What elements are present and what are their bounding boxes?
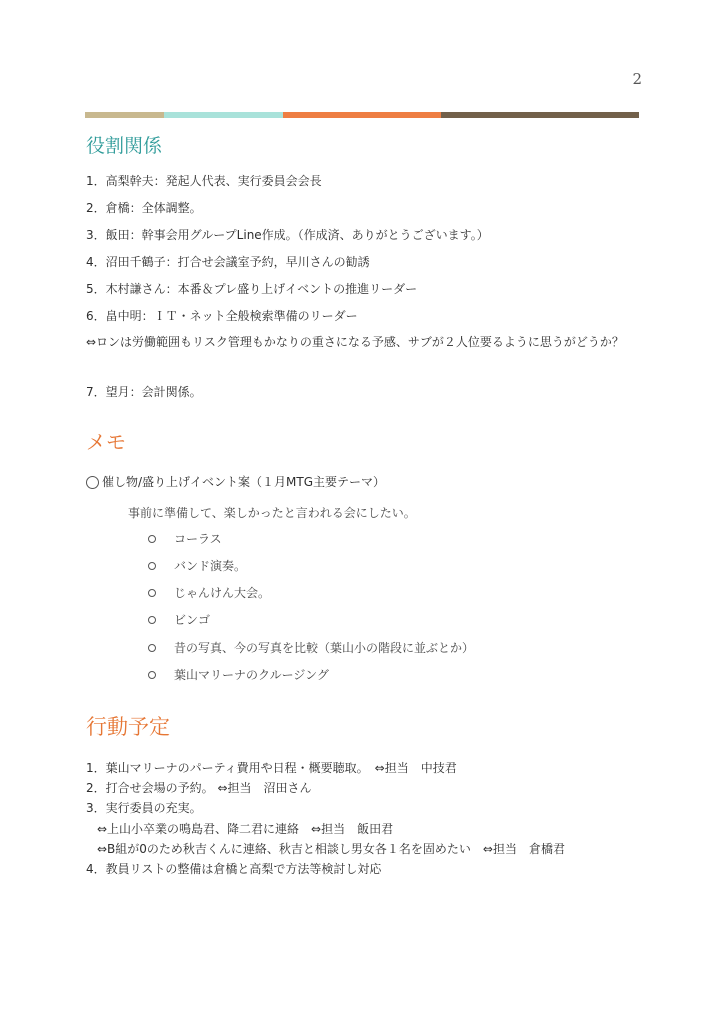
band-segment-orange xyxy=(283,112,441,118)
action-item: 4．教員リストの整備は倉橋と高梨で方法等検討し対応 xyxy=(86,862,382,876)
page-number: 2 xyxy=(632,70,642,88)
band-segment-mint xyxy=(164,112,283,118)
idea-text: バンド演奏。 xyxy=(174,559,247,573)
action-item: 2．打合せ会場の予約。 ⇔担当 沼田さん xyxy=(86,781,312,795)
idea-text: ビンゴ xyxy=(174,613,211,627)
role-item: 2．倉橋：全体調整。 xyxy=(86,201,202,215)
role-item: 3．飯田：幹事会用グループLine作成。（作成済、ありがとうございます。） xyxy=(86,228,489,242)
role-item: 1．高梨幹夫：発起人代表、実行委員会会長 xyxy=(86,174,322,188)
role-item: 6．畠中明：ＩＴ・ネット全般検索準備のリーダー xyxy=(86,309,358,323)
memo-topic xyxy=(86,474,385,490)
role-note: ⇔ロンは労働範囲もリスク管理もかなりの重さになる予感、サブが２人位要るように思うがどうか？ xyxy=(86,335,624,349)
role-item: 4．沼田千鶴子：打合せ会議室予約，早川さんの勧誘 xyxy=(86,255,370,269)
role-item: 7．望月：会計関係。 xyxy=(86,385,202,399)
memo-topic-text: 催し物/盛り上げイベント案（１月MTG主要テーマ） xyxy=(102,475,386,489)
action-item: 3．実行委員の充実。 xyxy=(86,801,202,815)
memo-intro: 事前に準備して、楽しかったと言われる会にしたい。 xyxy=(128,506,416,520)
memo-heading: メモ xyxy=(86,430,126,454)
circle-bullet-icon xyxy=(148,589,156,597)
idea-item xyxy=(148,612,210,628)
idea-text: 葉山マリーナのクルージング xyxy=(174,668,329,682)
action-subitem: ⇔上山小卒業の鳴島君、降二君に連絡 ⇔担当 飯田君 xyxy=(97,822,394,836)
idea-text: 昔の写真、今の写真を比較（葉山小の階段に並ぶとか） xyxy=(174,641,475,655)
action-subitem: ⇔B組が0のため秋吉くんに連絡、秋吉と相談し男女各１名を固めたい ⇔担当 倉橋君 xyxy=(97,842,565,856)
band-segment-tan xyxy=(85,112,164,118)
circle-bullet-icon xyxy=(148,616,156,624)
roles-heading: 役割関係 xyxy=(86,135,163,157)
circle-bullet-icon xyxy=(148,644,156,652)
idea-text: じゃんけん大会。 xyxy=(174,586,271,600)
role-item: 5．木村謙さん：本番＆プレ盛り上げイベントの推進リーダー xyxy=(86,282,418,296)
circle-bullet-icon xyxy=(148,562,156,570)
idea-item xyxy=(148,667,329,683)
circle-bullet-icon xyxy=(148,535,156,543)
idea-item xyxy=(148,558,246,574)
action-item: 1．葉山マリーナのパーティ費用や日程・概要聴取。 ⇔担当 中技君 xyxy=(86,761,457,775)
header-color-band xyxy=(85,112,639,118)
idea-item xyxy=(148,640,474,656)
band-segment-brown xyxy=(441,112,639,118)
idea-text: コーラス xyxy=(174,532,222,546)
circle-bullet-icon xyxy=(148,671,156,679)
idea-item xyxy=(148,531,222,547)
actions-heading: 行動予定 xyxy=(86,715,170,739)
circle-bullet-icon xyxy=(86,476,99,489)
idea-item xyxy=(148,585,270,601)
